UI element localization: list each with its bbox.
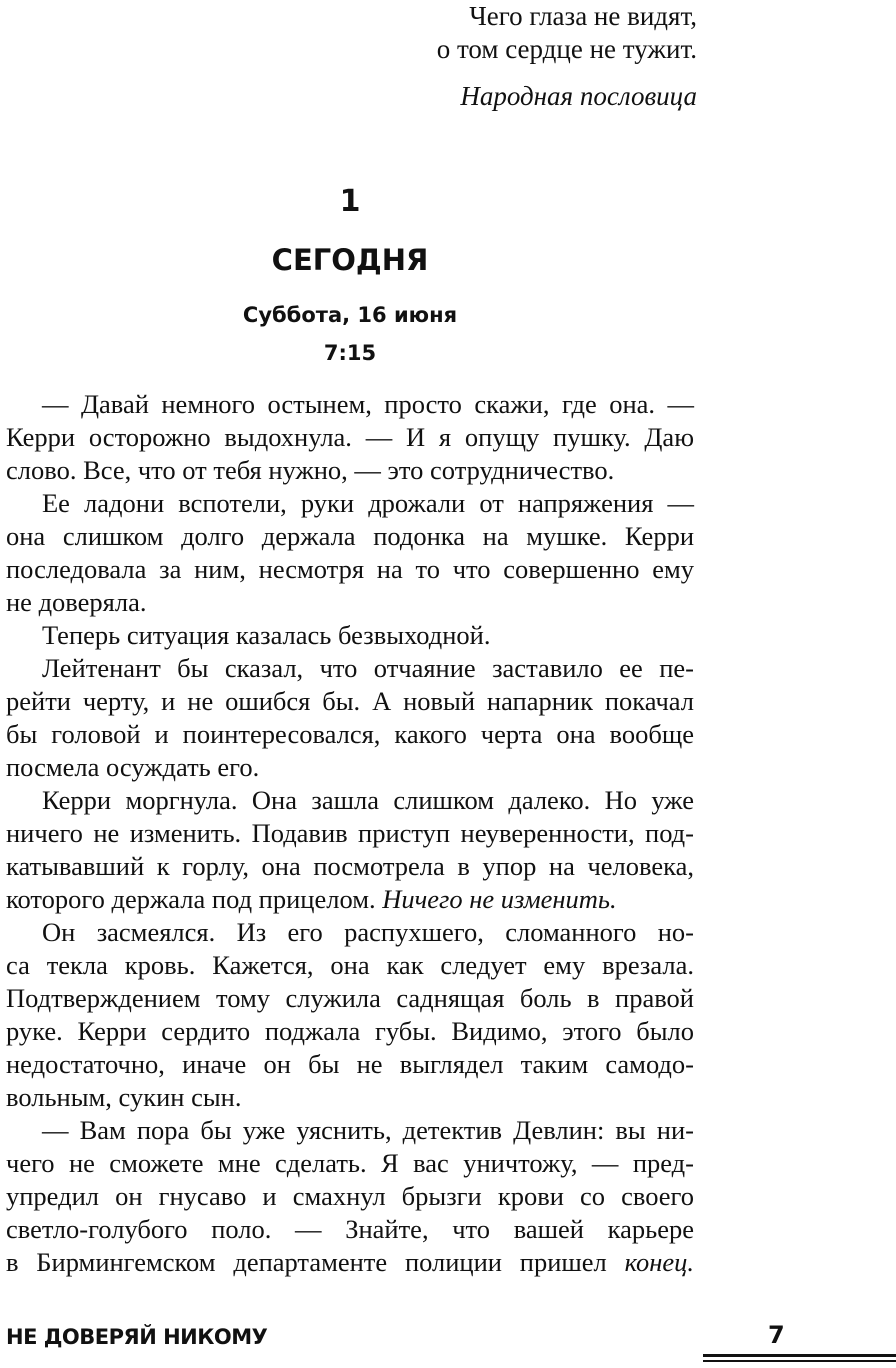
text-fragment: в Бирмингемском департаменте полиции пришел	[6, 1247, 607, 1277]
text-line: посмела осуждать его.	[6, 752, 260, 782]
page-number: 7	[768, 1321, 785, 1349]
text-line: рейти черту, и не ошибся бы. А новый напарник покачал	[6, 686, 694, 716]
epigraph-line: о том сердце не тужит.	[436, 34, 697, 64]
text-line: Керри осторожно выдохнула. — И я опущу пушку. Даю	[6, 422, 694, 452]
paragraph	[6, 652, 694, 784]
text-line: последовала за ним, несмотря на то что совершенно ему	[6, 554, 694, 584]
text-line: са текла кровь. Кажется, она как следует ему врезала.	[6, 950, 694, 980]
chapter-time: 7:15	[323, 341, 377, 365]
epigraph-source: Народная пословица	[460, 81, 697, 111]
text-line: — Вам пора бы уже уяснить, детектив Девлин: вы ни-	[42, 1115, 694, 1145]
text-fragment: которого держала под прицелом.	[6, 884, 376, 914]
chapter-title: СЕГОДНЯ	[271, 243, 429, 277]
body-text	[6, 388, 694, 1279]
text-line: светло-голубого поло. — Знайте, что вашей карьере	[6, 1214, 694, 1244]
paragraph	[6, 784, 694, 916]
paragraph	[6, 1114, 694, 1279]
text-line: чего не сможете мне сделать. Я вас уничтожу, — пред-	[6, 1148, 694, 1178]
paragraph	[6, 619, 694, 652]
text-line: Лейтенант бы сказал, что отчаяние заставило ее пе-	[42, 653, 694, 683]
italic-emphasis: Ничего не изменить.	[382, 884, 617, 914]
epigraph-line: Чего глаза не видят,	[469, 1, 697, 31]
text-line: Керри моргнула. Она зашла слишком далеко. Но уже	[42, 785, 694, 815]
text-line: недостаточно, иначе он бы не выглядел таким самодо-	[6, 1049, 694, 1079]
text-line	[6, 1246, 694, 1279]
chapter-date: Суббота, 16 июня	[242, 303, 458, 327]
epigraph	[437, 0, 697, 113]
text-line: слово. Все, что от тебя нужно, — это сотрудничество.	[6, 455, 615, 485]
text-line: вольным, сукин сын.	[6, 1082, 242, 1112]
footer-rule	[703, 1360, 896, 1362]
text-line: — Давай немного остынем, просто скажи, где она. —	[42, 389, 694, 419]
chapter-number: 1	[339, 184, 361, 219]
text-line: упредил он гнусаво и смахнул брызги крови со своего	[6, 1181, 694, 1211]
text-line: бы головой и поинтересовался, какого черта она вообще	[6, 719, 694, 749]
paragraph	[6, 487, 694, 619]
text-line: руке. Керри сердито поджала губы. Видимо, этого было	[6, 1016, 694, 1046]
text-line: Теперь ситуация казалась безвыходной.	[42, 620, 491, 650]
running-footer-title: НЕ ДОВЕРЯЙ НИКОМУ	[6, 1325, 268, 1349]
text-line: катывавший к горлу, она посмотрела в упор на человека,	[6, 851, 694, 881]
text-line: ничего не изменить. Подавив приступ неуверенности, под-	[6, 818, 694, 848]
footer-rule	[703, 1354, 896, 1357]
paragraph	[6, 916, 694, 1114]
paragraph	[6, 388, 694, 487]
text-line	[6, 883, 694, 916]
text-line: Он засмеялся. Из его распухшего, сломанного но-	[42, 917, 694, 947]
text-line: Ее ладони вспотели, руки дрожали от напряжения —	[42, 488, 694, 518]
text-line: не доверяла.	[6, 587, 147, 617]
text-line: она слишком долго держала подонка на мушке. Керри	[6, 521, 694, 551]
italic-emphasis: конец.	[624, 1247, 694, 1277]
text-line: Подтверждением тому служила саднящая боль в правой	[6, 983, 694, 1013]
